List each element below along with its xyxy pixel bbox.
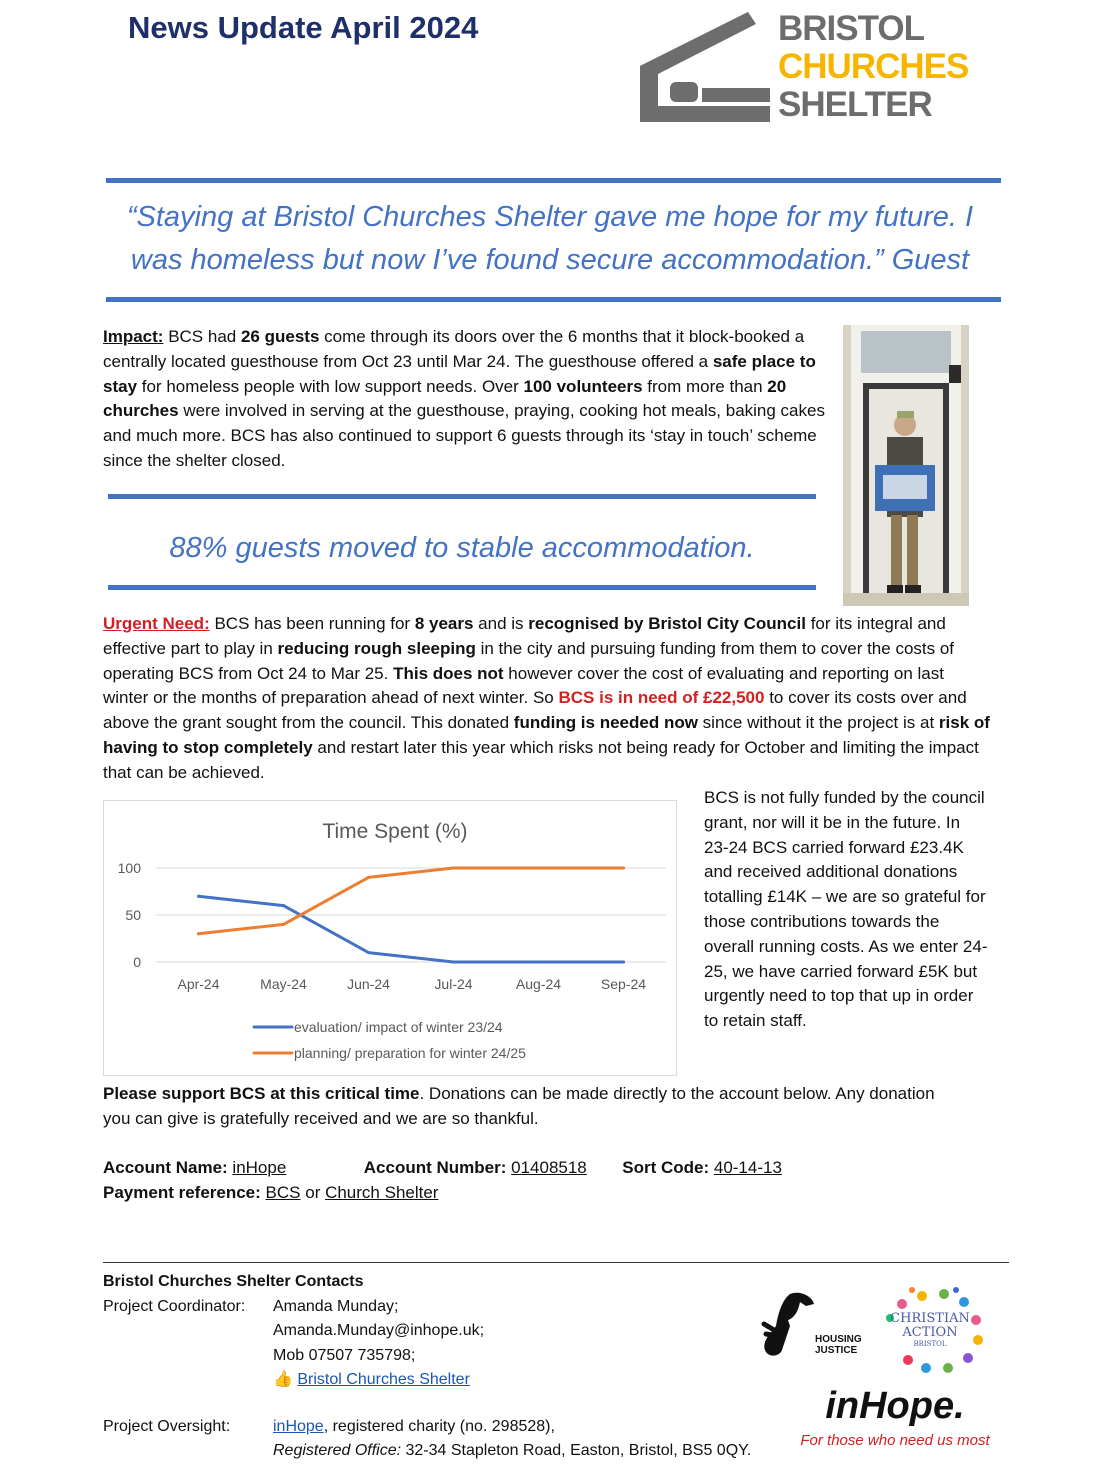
- bold-text: reducing rough sleeping: [277, 638, 476, 658]
- impact-paragraph: [103, 325, 825, 474]
- text: come through its doors over the 6 months that it block-booked a centrally located guesthouse from Oct 23 until Mar 24. The guesthouse offered a: [103, 327, 805, 371]
- chart-title: Time Spent (%): [322, 820, 468, 843]
- text: however cover the cost of evaluating and reporting on last winter or the months of preparation ahead of next winter. So: [103, 663, 944, 708]
- impact-label: Impact:: [103, 327, 164, 346]
- text: and restart later this year which risks not being ready for October and limiting the impact that can be achieved.: [103, 737, 979, 782]
- office-label: Registered Office:: [273, 1442, 402, 1459]
- x-tick-label: Apr-24: [177, 976, 220, 992]
- bcs-logo: [636, 10, 996, 130]
- bold-text: risk of having to stop completely: [103, 713, 990, 757]
- christian-action-text-3: BRISTOL: [913, 1340, 947, 1348]
- chart-svg: [104, 801, 676, 1075]
- stat-headline: 88% guests moved to stable accommodation.: [169, 532, 755, 564]
- account-details: [103, 1156, 1003, 1206]
- coordinator-name: Amanda Munday;: [273, 1297, 399, 1315]
- logo-line-churches: CHURCHES: [778, 47, 969, 86]
- quote-line-1: “Staying at Bristol Churches Shelter gave me hope for my future. I: [126, 201, 974, 233]
- text: for its integral and effective part to play in: [103, 614, 946, 658]
- bold-text: recognised by Bristol City Council: [528, 614, 806, 633]
- data-point: [537, 867, 540, 870]
- office-address: 32-34 Stapleton Road, Easton, Bristol, BS5 0QY.: [401, 1442, 752, 1459]
- coordinator-mobile: Mob 07507 735798;: [273, 1346, 416, 1364]
- y-tick-label: 50: [125, 907, 141, 923]
- divider-quote-bottom: [106, 297, 1001, 302]
- y-tick-label: 0: [133, 954, 141, 970]
- bold-text: 26 guests: [240, 327, 320, 346]
- bold-text: funding is needed now: [513, 713, 698, 733]
- housing-justice-logo: [760, 1290, 875, 1370]
- house-bed-icon: [636, 10, 796, 130]
- text: were involved in serving at the guesthouse, praying, cooking hot meals, baking cakes and much more. BCS has also continued to support 6 guests through its ‘stay in touch’ scheme since the shelter closed.: [103, 401, 825, 470]
- y-tick-label: 100: [117, 860, 141, 876]
- housing-justice-text-2: JUSTICE: [815, 1345, 858, 1356]
- footer-divider: [103, 1262, 1009, 1263]
- legend-label-1: planning/ preparation for winter 24/25: [294, 1045, 526, 1061]
- text: BCS had: [163, 327, 241, 346]
- x-tick-label: May-24: [260, 976, 307, 992]
- contacts-heading: Bristol Churches Shelter Contacts: [103, 1273, 364, 1290]
- data-point: [622, 867, 625, 870]
- data-point: [282, 904, 285, 907]
- text: from more than: [642, 376, 768, 396]
- time-spent-chart: [103, 800, 677, 1076]
- text: or: [300, 1182, 326, 1202]
- urgent-label: Urgent Need:: [103, 614, 210, 633]
- christian-action-logo: [872, 1284, 987, 1374]
- inhope-logo: [800, 1384, 1000, 1464]
- text: . Donations can be made directly to the account below. Any donation you can give is gratefully received and we are so thankful.: [103, 1084, 935, 1128]
- inhope-wordmark: inHope.: [825, 1385, 965, 1427]
- divider-stat-top: [108, 494, 816, 499]
- series-line-1: [199, 868, 624, 934]
- account-number: 01408518: [511, 1158, 587, 1177]
- data-point: [282, 923, 285, 926]
- text: to cover its costs over and above the grant sought from the council. This donated: [103, 688, 967, 733]
- bold-text: 8 years: [414, 614, 474, 633]
- sort-code-label: Sort Code:: [622, 1158, 710, 1177]
- housing-justice-text-1: HOUSING: [815, 1334, 862, 1345]
- quote-line-2: was homeless but now I’ve found secure accommodation.” Guest: [130, 244, 970, 276]
- divider-top: [106, 178, 1001, 183]
- data-point: [197, 932, 200, 935]
- bold-text: 100 volunteers: [523, 376, 643, 396]
- data-point: [197, 895, 200, 898]
- data-point: [367, 951, 370, 954]
- payment-reference-label: Payment reference:: [103, 1182, 261, 1202]
- data-point: [452, 961, 455, 964]
- christian-action-text-2: ACTION: [902, 1325, 958, 1340]
- text: since without it the project is at: [697, 713, 939, 733]
- payment-reference-1: BCS: [265, 1182, 301, 1202]
- contacts-section: [103, 1270, 783, 1464]
- oversight-label: Project Oversight:: [103, 1417, 231, 1435]
- text: and is: [473, 614, 529, 633]
- bold-text: Please support BCS at this critical time: [103, 1084, 420, 1103]
- oversight-text: , registered charity (no. 298528),: [323, 1417, 555, 1435]
- urgent-paragraph: [103, 612, 993, 786]
- payment-reference-2: Church Shelter: [325, 1182, 439, 1202]
- account-name: inHope: [232, 1158, 287, 1177]
- funding-amount: BCS is in need of £22,500: [558, 688, 765, 708]
- logo-line-bristol: BRISTOL: [778, 9, 924, 48]
- text: for homeless people with low support needs. Over: [137, 376, 524, 396]
- sort-code: 40-14-13: [713, 1158, 782, 1177]
- bold-text: This does not: [393, 663, 504, 683]
- bold-text: 20 churches: [103, 376, 787, 421]
- text: in the city and pursuing funding from them to cover the costs of operating BCS from Oct 24 to Mar 25.: [103, 638, 955, 683]
- data-point: [452, 867, 455, 870]
- christian-action-text-1: CHRISTIAN: [890, 1311, 970, 1326]
- data-point: [622, 961, 625, 964]
- data-point: [367, 876, 370, 879]
- guest-photo: [843, 325, 969, 606]
- support-paragraph: [103, 1082, 963, 1132]
- x-tick-label: Aug-24: [515, 976, 562, 992]
- bold-text: safe place to stay: [103, 351, 816, 396]
- account-number-label: Account Number:: [363, 1158, 507, 1177]
- logo-line-shelter: SHELTER: [778, 85, 932, 124]
- inhope-link[interactable]: inHope: [273, 1417, 324, 1435]
- funding-side-text: BCS is not fully funded by the council grant, nor will it be in the future. In 23-24 BCS carried forward £23.4K and received additional donations totalling £14K – we are so grateful for those contributions towards the overall running costs. As we enter 24-25, we have carried forward £5K but urgently need to top that up in order to retain staff.: [704, 788, 988, 1031]
- legend-label-0: evaluation/ impact of winter 23/24: [294, 1019, 503, 1035]
- series-line-0: [199, 896, 624, 962]
- inhope-tagline: For those who need us most: [800, 1432, 990, 1449]
- coordinator-email: Amanda.Munday@inhope.uk;: [273, 1322, 485, 1339]
- guest-quote: [100, 196, 1000, 282]
- x-tick-label: Jul-24: [434, 976, 473, 992]
- x-tick-label: Sep-24: [600, 976, 647, 992]
- hand-dove-icon: [760, 1290, 820, 1362]
- text: BCS has been running for: [209, 614, 415, 633]
- divider-stat-bottom: [108, 585, 816, 590]
- x-tick-label: Jun-24: [347, 976, 390, 992]
- data-point: [537, 961, 540, 964]
- page-title: News Update April 2024: [128, 10, 479, 45]
- facebook-link[interactable]: Bristol Churches Shelter: [297, 1371, 470, 1388]
- account-name-label: Account Name:: [103, 1158, 228, 1177]
- thumbs-up-icon: 👍: [273, 1371, 293, 1388]
- coordinator-label: Project Coordinator:: [103, 1297, 246, 1315]
